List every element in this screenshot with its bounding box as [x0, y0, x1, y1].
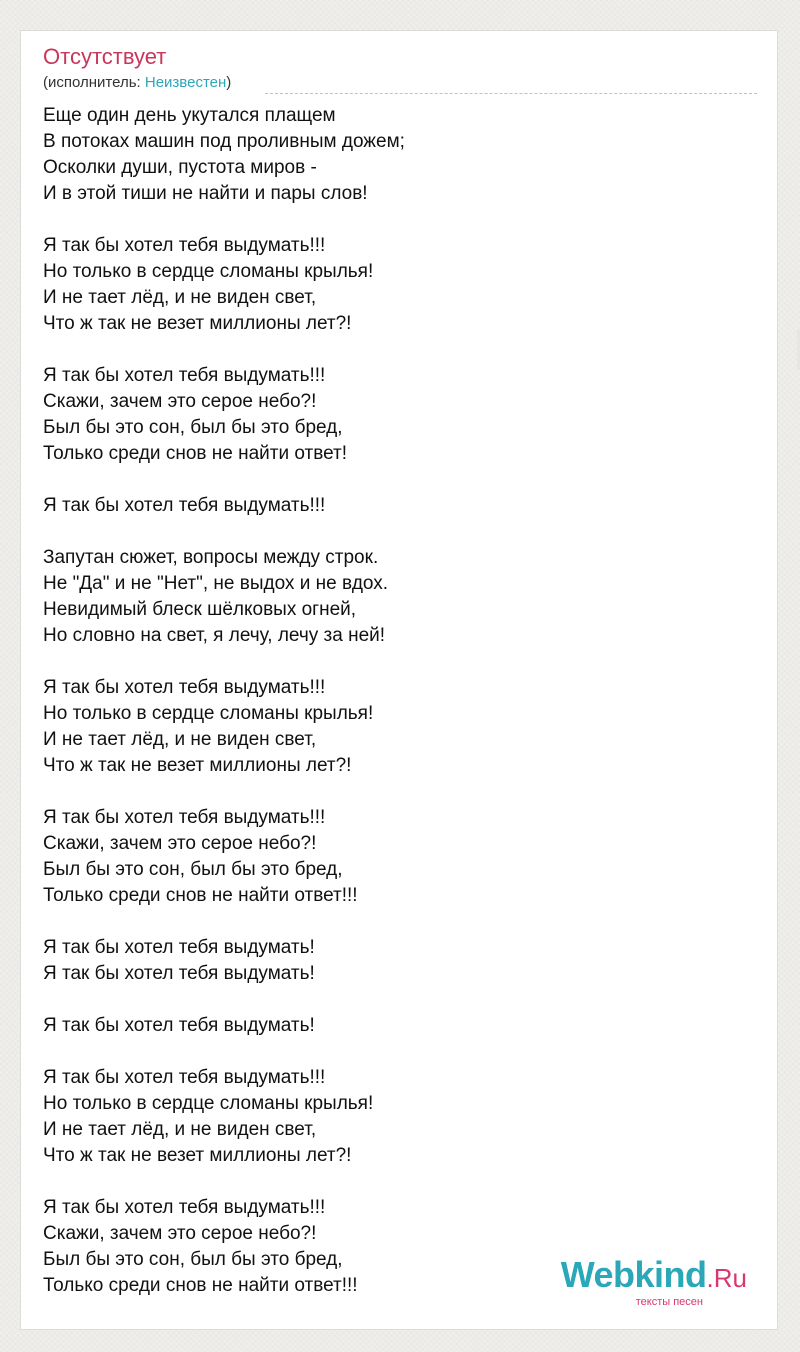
lyric-line: Я так бы хотел тебя выдумать!!! [43, 365, 326, 386]
logo-tagline: тексты песен [635, 1296, 703, 1308]
lyrics-stanza [43, 103, 757, 207]
artist-link[interactable]: Неизвестен [144, 74, 227, 91]
lyric-line: Я так бы хотел тебя выдумать!!! [43, 807, 326, 828]
lyrics-stanza [43, 233, 757, 337]
lyrics-stanza [43, 935, 757, 987]
lyrics-stanza [43, 545, 757, 649]
artist-suffix: ) [226, 74, 232, 91]
lyric-line: Не "Да" и не "Нет", не выдох и не вдох. [43, 573, 389, 594]
logo-wordmark [547, 1254, 747, 1296]
lyric-line: Запутан сюжет, вопросы между строк. [43, 547, 379, 568]
lyric-line: Скажи, зачем это серое небо?! [43, 1223, 317, 1244]
lyric-line: Я так бы хотел тебя выдумать!!! [43, 495, 326, 516]
lyric-line: Но только в сердце сломаны крылья! [43, 703, 374, 724]
lyrics-stanza [43, 1065, 757, 1169]
lyrics-stanza [43, 363, 757, 467]
lyric-line: Я так бы хотел тебя выдумать! [43, 1015, 315, 1036]
artist-line [43, 73, 231, 93]
site-logo[interactable] [547, 1254, 747, 1308]
lyric-line: Был бы это сон, был бы это бред, [43, 1249, 343, 1270]
lyrics-stanza [43, 1013, 757, 1039]
lyrics-text [43, 103, 757, 1325]
lyric-line: Еще один день укутался плащем [43, 105, 336, 126]
lyric-line: И не тает лёд, и не виден свет, [43, 729, 317, 750]
lyric-line: Я так бы хотел тебя выдумать! [43, 937, 315, 958]
lyric-line: Я так бы хотел тебя выдумать!!! [43, 235, 326, 256]
lyric-line: Невидимый блеск шёлковых огней, [43, 599, 357, 620]
lyric-line: Скажи, зачем это серое небо?! [43, 833, 317, 854]
lyric-line: Был бы это сон, был бы это бред, [43, 417, 343, 438]
title-divider [265, 93, 757, 94]
lyrics-card [20, 30, 778, 1330]
lyrics-stanza [43, 493, 757, 519]
lyric-line: Только среди снов не найти ответ! [43, 443, 348, 464]
logo-suffix: .Ru [706, 1263, 747, 1293]
lyric-line: Я так бы хотел тебя выдумать! [43, 963, 315, 984]
song-title: Отсутствует [43, 44, 167, 69]
lyric-line: Но только в сердце сломаны крылья! [43, 1093, 374, 1114]
artist-prefix: (исполнитель: [43, 74, 145, 91]
lyric-line: Я так бы хотел тебя выдумать!!! [43, 1197, 326, 1218]
lyric-line: Скажи, зачем это серое небо?! [43, 391, 317, 412]
logo-main-text: Webkind [560, 1254, 707, 1295]
lyric-line: Что ж так не везет миллионы лет?! [43, 313, 352, 334]
lyric-line: Что ж так не везет миллионы лет?! [43, 755, 352, 776]
lyric-line: Что ж так не везет миллионы лет?! [43, 1145, 352, 1166]
lyric-line: Только среди снов не найти ответ!!! [43, 885, 358, 906]
lyric-line: Осколки души, пустота миров - [43, 157, 317, 178]
lyric-line: В потоках машин под проливным дожем; [43, 131, 405, 152]
lyrics-stanza [43, 675, 757, 779]
lyric-line: Я так бы хотел тебя выдумать!!! [43, 677, 326, 698]
lyric-line: И не тает лёд, и не виден свет, [43, 1119, 317, 1140]
lyric-line: Я так бы хотел тебя выдумать!!! [43, 1067, 326, 1088]
lyric-line: И в этой тиши не найти и пары слов! [43, 183, 368, 204]
lyric-line: И не тает лёд, и не виден свет, [43, 287, 317, 308]
lyric-line: Но словно на свет, я лечу, лечу за ней! [43, 625, 386, 646]
lyric-line: Но только в сердце сломаны крылья! [43, 261, 374, 282]
lyric-line: Был бы это сон, был бы это бред, [43, 859, 343, 880]
lyric-line: Только среди снов не найти ответ!!! [43, 1275, 358, 1296]
lyrics-stanza [43, 805, 757, 909]
